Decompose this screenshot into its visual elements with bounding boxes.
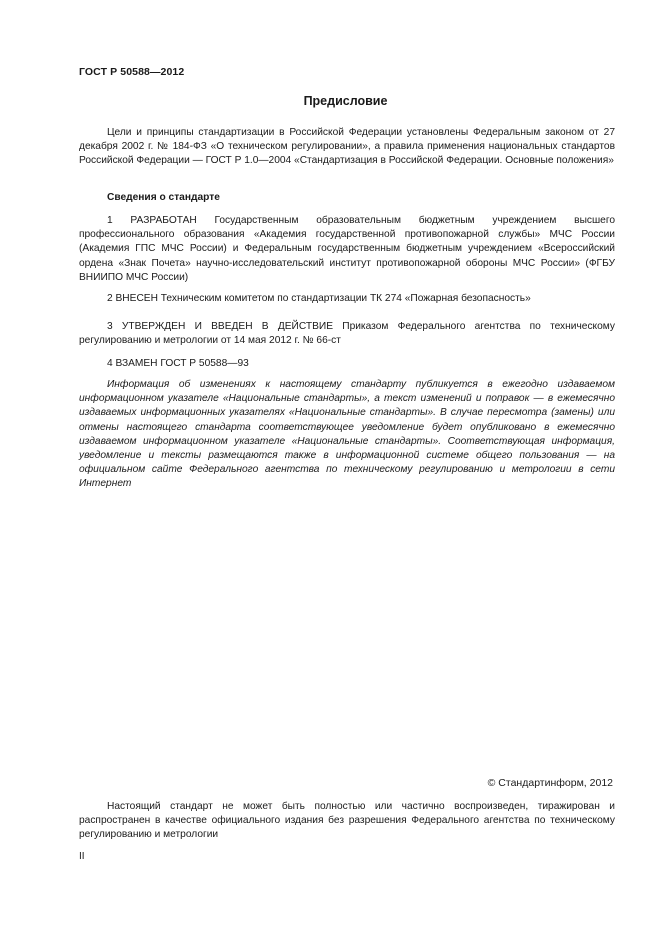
document-code: ГОСТ Р 50588—2012	[79, 66, 185, 78]
list-item-approved: 3 УТВЕРЖДЕН И ВВЕДЕН В ДЕЙСТВИЕ Приказом Федерального агентства по техническому регулированию и метрологии от 14 мая 2012 г. № 66-ст	[79, 321, 615, 347]
intro-paragraph: Цели и принципы стандартизации в Российской Федерации установлены Федеральным законом от 27 декабря 2002 г. № 184-ФЗ «О техническом регулировании», а правила применения национальных стандартов Российской Федерации — ГОСТ Р 1.0—2004 «Стандартизация в Российской Федерации. Основные положения»	[79, 127, 615, 167]
page-title: Предисловие	[303, 94, 388, 108]
list-item-replaces: 4 ВЗАМЕН ГОСТ Р 50588—93	[107, 358, 249, 369]
section-heading: Сведения о стандарте	[107, 192, 220, 203]
amendment-info-notice: Информация об изменениях к настоящему стандарту публикуется в ежегодно издаваемом информационном указателе «Национальные стандарты», а текст изменений и поправок — в ежемесячно издаваемых информационных указателях «Национальные стандарты». В случае пересмотра (замены) или отмены настоящего стандарта соответствующее уведомление будет опубликовано в ежемесячно издаваемом информационном указателе «Национальные стандарты». Соответствующая информация, уведомление и тексты размещаются также в информационной системе общего пользования — на официальном сайте Федерального агентства по техническому регулированию и метрологии в сети Интернет	[79, 379, 615, 490]
copyright-notice: © Стандартинформ, 2012	[487, 777, 613, 789]
legal-notice: Настоящий стандарт не может быть полностью или частично воспроизведен, тиражирован и распространен в качестве официального издания без разрешения Федерального агентства по техническому регулированию и метрологии	[79, 801, 615, 841]
list-item-developed: 1 РАЗРАБОТАН Государственным образовательным бюджетным учреждением высшего профессионального образования «Академия государственной противопожарной службы» МЧС России (Академия ГПС МЧС России) и Федеральным государственным бюджетным учреждением «Всероссийский ордена «Знак Почета» научно-исследовательский институт противопожарной обороны МЧС России» (ФГБУ ВНИИПО МЧС России)	[79, 215, 615, 283]
page-number: II	[79, 851, 85, 862]
list-item-introduced: 2 ВНЕСЕН Техническим комитетом по стандартизации ТК 274 «Пожарная безопасность»	[107, 293, 531, 304]
